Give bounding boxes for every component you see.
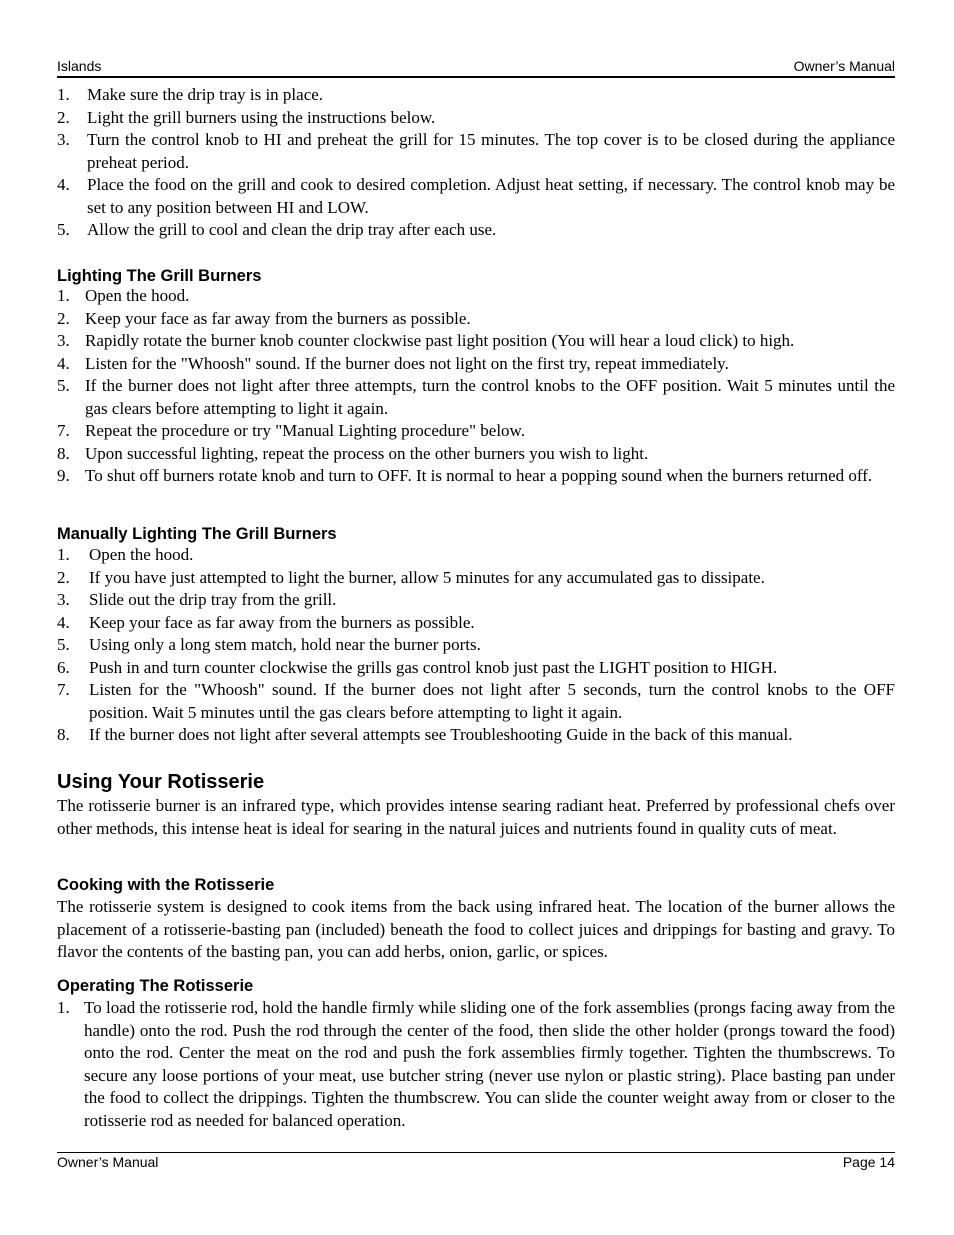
step-number: 4. bbox=[57, 175, 70, 194]
list-item bbox=[57, 285, 895, 308]
cooking-section-title: Cooking with the Rotisserie bbox=[57, 876, 275, 894]
list-item bbox=[57, 420, 895, 443]
step-text: Open the hood. bbox=[89, 545, 194, 564]
list-item bbox=[57, 219, 895, 242]
cooking-text-block bbox=[57, 896, 895, 964]
step-text: If the burner does not light after several attempts see Troubleshooting Guide in the back of this manual. bbox=[89, 725, 793, 744]
manual-steps-list bbox=[57, 544, 895, 747]
list-item bbox=[57, 589, 895, 612]
list-item bbox=[57, 174, 895, 219]
step-text: Allow the grill to cool and clean the drip tray after each use. bbox=[87, 220, 497, 239]
header-left-text: Islands bbox=[57, 58, 102, 74]
step-text: If the burner does not light after three attempts, turn the control knobs to the OFF position. Wait 5 minutes until the gas clears before attempting to light it again. bbox=[85, 376, 895, 418]
footer-left-text: Owner’s Manual bbox=[57, 1154, 159, 1170]
rotisserie-intro-block bbox=[57, 795, 895, 840]
step-number: 4. bbox=[57, 612, 70, 632]
step-text: Listen for the "Whoosh" sound. If the burner does not light on the first try, repeat immediately. bbox=[85, 353, 729, 373]
step-text: If you have just attempted to light the burner, allow 5 minutes for any accumulated gas to dissipate. bbox=[89, 567, 765, 587]
list-item bbox=[57, 634, 895, 657]
list-item bbox=[57, 443, 895, 466]
step-number: 2. bbox=[57, 107, 70, 127]
list-item bbox=[57, 612, 895, 635]
intro-steps-block bbox=[57, 84, 895, 242]
step-text: To shut off burners rotate knob and turn to OFF. It is normal to hear a popping sound when the burners returned off. bbox=[85, 466, 873, 485]
step-text: Open the hood. bbox=[85, 286, 190, 305]
cooking-paragraph: The rotisserie system is designed to cook items from the back using infrared heat. The location of the burner allows the placement of a rotisserie-basting pan (included) beneath the food to collect juices and drippings for basting and gravy. To flavor the contents of the basting pan, you can add herbs, onion, garlic, or spices. bbox=[57, 897, 895, 961]
list-item bbox=[57, 375, 895, 420]
step-text: Repeat the procedure or try "Manual Lighting procedure" below. bbox=[85, 421, 525, 440]
step-number: 1. bbox=[57, 998, 70, 1017]
lighting-steps-block bbox=[57, 285, 895, 488]
list-item bbox=[57, 129, 895, 174]
step-number: 7. bbox=[57, 421, 70, 440]
list-item bbox=[57, 567, 895, 590]
page-footer bbox=[57, 1152, 895, 1172]
header-right-text: Owner’s Manual bbox=[793, 58, 895, 74]
list-item bbox=[57, 308, 895, 331]
rotisserie-intro-paragraph: The rotisserie burner is an infrared type, which provides intense searing radiant heat. Preferred by professional chefs over other methods, this intense heat is ideal for searing in the natural juices and nutrients found in quality cuts of meat. bbox=[57, 796, 895, 838]
step-number: 4. bbox=[57, 353, 70, 373]
lighting-section-title: Lighting The Grill Burners bbox=[57, 267, 262, 285]
manual-steps-block bbox=[57, 544, 895, 747]
lighting-steps-list bbox=[57, 285, 895, 488]
step-number: 7. bbox=[57, 680, 70, 699]
step-number: 3. bbox=[57, 130, 70, 149]
manual-section-title: Manually Lighting The Grill Burners bbox=[57, 525, 337, 543]
step-number: 5. bbox=[57, 220, 70, 239]
list-item bbox=[57, 657, 895, 680]
step-number: 2. bbox=[57, 308, 70, 328]
step-text: Using only a long stem match, hold near the burner ports. bbox=[89, 635, 481, 654]
step-text: Listen for the "Whoosh" sound. If the burner does not light after 5 seconds, turn the control knobs to the OFF position. Wait 5 minutes until the gas clears before attempting to light it again. bbox=[89, 680, 895, 722]
list-item bbox=[57, 724, 895, 747]
list-item bbox=[57, 330, 895, 353]
step-text: To load the rotisserie rod, hold the handle firmly while sliding one of the fork assemblies (prongs facing away from the handle) onto the rod. Push the rod through the center of the food, then slide the other holder (prongs toward the food) onto the rod. Center the meat on the rod and push the fork assemblies firmly together. Tighten the thumbscrews. To secure any loose portions of your meat, use butcher string (never use nylon or plastic string). Place basting pan under the food to collect the drippings. Tighten the thumbscrew. You can slide the counter weight away from or closer to the rotisserie rod as needed for balanced operation. bbox=[84, 998, 895, 1130]
list-item bbox=[57, 997, 895, 1132]
list-item bbox=[57, 353, 895, 376]
step-text: Light the grill burners using the instructions below. bbox=[87, 107, 436, 127]
step-number: 8. bbox=[57, 443, 70, 463]
step-text: Place the food on the grill and cook to desired completion. Adjust heat setting, if necessary. The control knob may be set to any position between HI and LOW. bbox=[87, 175, 895, 217]
operating-section-title: Operating The Rotisserie bbox=[57, 977, 254, 995]
step-text: Push in and turn counter clockwise the grills gas control knob just past the LIGHT position to HIGH. bbox=[89, 657, 778, 677]
step-number: 6. bbox=[57, 657, 70, 677]
step-number: 8. bbox=[57, 725, 70, 744]
step-number: 1. bbox=[57, 85, 70, 104]
step-number: 9. bbox=[57, 466, 70, 485]
list-item bbox=[57, 544, 895, 567]
step-number: 2. bbox=[57, 567, 70, 587]
step-text: Rapidly rotate the burner knob counter clockwise past light position (You will hear a loud click) to high. bbox=[85, 331, 795, 350]
step-number: 5. bbox=[57, 635, 70, 654]
step-text: Keep your face as far away from the burners as possible. bbox=[85, 308, 471, 328]
step-text: Make sure the drip tray is in place. bbox=[87, 85, 324, 104]
intro-steps-list bbox=[57, 84, 895, 242]
list-item bbox=[57, 107, 895, 130]
operating-steps-block bbox=[57, 997, 895, 1132]
rotisserie-section-title: Using Your Rotisserie bbox=[57, 771, 265, 793]
step-text: Slide out the drip tray from the grill. bbox=[89, 590, 337, 609]
step-text: Keep your face as far away from the burners as possible. bbox=[89, 612, 475, 632]
page-number: Page 14 bbox=[842, 1154, 895, 1170]
list-item bbox=[57, 679, 895, 724]
step-number: 3. bbox=[57, 590, 70, 609]
step-text: Upon successful lighting, repeat the process on the other burners you wish to light. bbox=[85, 443, 649, 463]
step-number: 1. bbox=[57, 286, 70, 305]
step-number: 1. bbox=[57, 545, 70, 564]
step-number: 5. bbox=[57, 376, 70, 395]
list-item bbox=[57, 465, 895, 488]
step-text: Turn the control knob to HI and preheat the grill for 15 minutes. The top cover is to be closed during the appliance preheat period. bbox=[87, 130, 895, 172]
operating-steps-list bbox=[57, 997, 895, 1132]
step-number: 3. bbox=[57, 331, 70, 350]
page-header bbox=[57, 58, 895, 78]
list-item bbox=[57, 84, 895, 107]
